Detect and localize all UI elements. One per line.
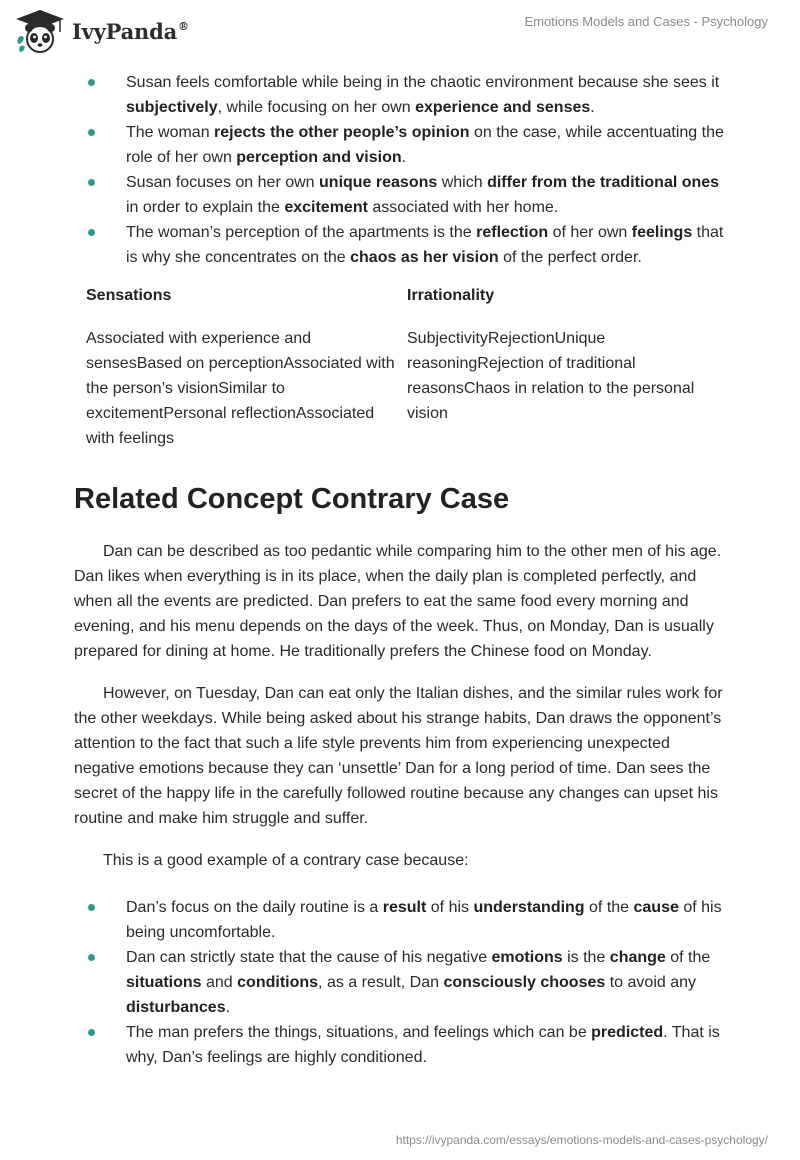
panda-graduate-icon <box>14 8 66 54</box>
list-item <box>74 220 728 270</box>
paragraph: Dan can be described as too pedantic while comparing him to the other men of his age. Dan likes when everything is in its place, when the daily plan is completed perfectly, and when all the events are predicted. Dan prefers to eat the same food every morning and evening, and his menu depends on the days of the week. Thus, on Monday, Dan is usually prepared for dining at home. He traditionally prefers the Chinese food on Monday. <box>74 543 722 660</box>
section-heading: Related Concept Contrary Case <box>74 483 510 515</box>
text-run: in order to explain the <box>126 199 285 216</box>
bullet-icon <box>88 954 95 961</box>
list-item <box>74 170 728 220</box>
susan-bullet-list <box>74 70 728 270</box>
text-run: The man prefers the things, situations, and feelings which can be <box>126 1024 592 1041</box>
bold-text: experience and senses <box>415 99 591 116</box>
text-run: which <box>437 174 488 191</box>
bullet-icon <box>88 1029 95 1036</box>
bold-text: chaos as her vision <box>350 249 499 266</box>
bullet-icon <box>88 904 95 911</box>
text-run: of her own <box>548 224 632 241</box>
text-run: . <box>590 99 595 116</box>
text-run: Susan feels comfortable while being in the chaotic environment because she sees it <box>126 74 720 91</box>
logo-wordmark: IvyPanda® <box>72 18 189 44</box>
bold-text: differ from the traditional ones <box>487 174 720 191</box>
table-cell-irrationality: SubjectivityRejectionUnique reasoningRejection of traditional reasonsChaos in relation to the personal vision <box>407 330 695 422</box>
text-run: Dan’s focus on the daily routine is a <box>126 899 383 916</box>
text-run: of the perfect order. <box>498 249 642 266</box>
comparison-table <box>74 284 728 451</box>
bold-text: change <box>609 949 666 966</box>
bold-text: disturbances <box>126 999 226 1016</box>
dan-bullet-list <box>74 895 728 1070</box>
bold-text: perception and vision <box>236 149 402 166</box>
bold-text: predicted <box>591 1024 664 1041</box>
text-run: of the <box>665 949 711 966</box>
essay-content <box>74 70 728 1070</box>
list-item <box>74 70 728 120</box>
list-item <box>74 945 728 1020</box>
text-run: The woman <box>126 124 215 141</box>
bold-text: result <box>382 899 427 916</box>
text-run: , while focusing on her own <box>217 99 416 116</box>
text-run: . <box>401 149 407 166</box>
text-run: associated with her home. <box>367 199 559 216</box>
bold-text: situations <box>126 974 202 991</box>
bold-text: reflection <box>476 224 549 241</box>
text-run: Dan can strictly state that the cause of his negative <box>126 949 492 966</box>
bullet-icon <box>88 79 95 86</box>
list-item <box>74 120 728 170</box>
text-run: The woman’s perception of the apartments is the <box>126 224 477 241</box>
text-run: . That is why, Dan’s feelings are highly conditioned. <box>126 1024 720 1066</box>
text-run: . <box>225 999 231 1016</box>
table-column-irrationality <box>407 284 728 451</box>
text-run: to avoid any <box>605 974 697 991</box>
bold-text: excitement <box>284 199 368 216</box>
ivypanda-logo[interactable] <box>14 8 189 54</box>
bullet-icon <box>88 129 95 136</box>
text-run: of his being uncomfortable. <box>126 899 722 941</box>
text-run: on the case, while accentuating the role of her own <box>126 124 724 166</box>
table-header-irrationality: Irrationality <box>407 287 495 304</box>
text-run: and <box>201 974 238 991</box>
list-item <box>74 895 728 945</box>
text-run: , as a result, Dan <box>318 974 444 991</box>
paragraph: However, on Tuesday, Dan can eat only the Italian dishes, and the similar rules work for the other weekdays. While being asked about his strange habits, Dan draws the opponent’s attention to the fact that such a life style prevents him from experiencing unexpected negative emotions because they can ‘unsettle’ Dan for a long period of time. Dan sees the secret of the happy life in the carefully followed routine because any changes can upset his routine and make him struggle and suffer. <box>74 685 723 827</box>
table-header-sensations: Sensations <box>86 287 172 304</box>
bold-text: emotions <box>491 949 563 966</box>
table-cell-sensations: Associated with experience and sensesBased on perceptionAssociated with the person’s visionSimilar to excitementPersonal reflectionAssociated with feelings <box>86 330 395 447</box>
text-run: of his <box>426 899 474 916</box>
text-run: Susan focuses on her own <box>126 174 320 191</box>
document-title: Emotions Models and Cases - Psychology <box>524 14 768 29</box>
table-column-sensations <box>86 284 407 451</box>
bullet-icon <box>88 179 95 186</box>
text-run: is the <box>562 949 610 966</box>
list-item <box>74 1020 728 1070</box>
bullet-icon <box>88 229 95 236</box>
text-run: that is why she concentrates on the <box>126 224 724 266</box>
bold-text: consciously chooses <box>443 974 606 991</box>
bold-text: understanding <box>473 899 585 916</box>
bold-text: unique reasons <box>319 174 438 191</box>
bold-text: cause <box>633 899 679 916</box>
page-header <box>0 0 800 64</box>
bold-text: feelings <box>631 224 693 241</box>
bold-text: conditions <box>237 974 319 991</box>
paragraph: This is a good example of a contrary case because: <box>103 852 469 869</box>
bold-text: rejects the other people’s opinion <box>214 124 470 141</box>
text-run: of the <box>584 899 634 916</box>
source-url[interactable]: https://ivypanda.com/essays/emotions-models-and-cases-psychology/ <box>395 1133 768 1147</box>
bold-text: subjectively <box>126 99 218 116</box>
